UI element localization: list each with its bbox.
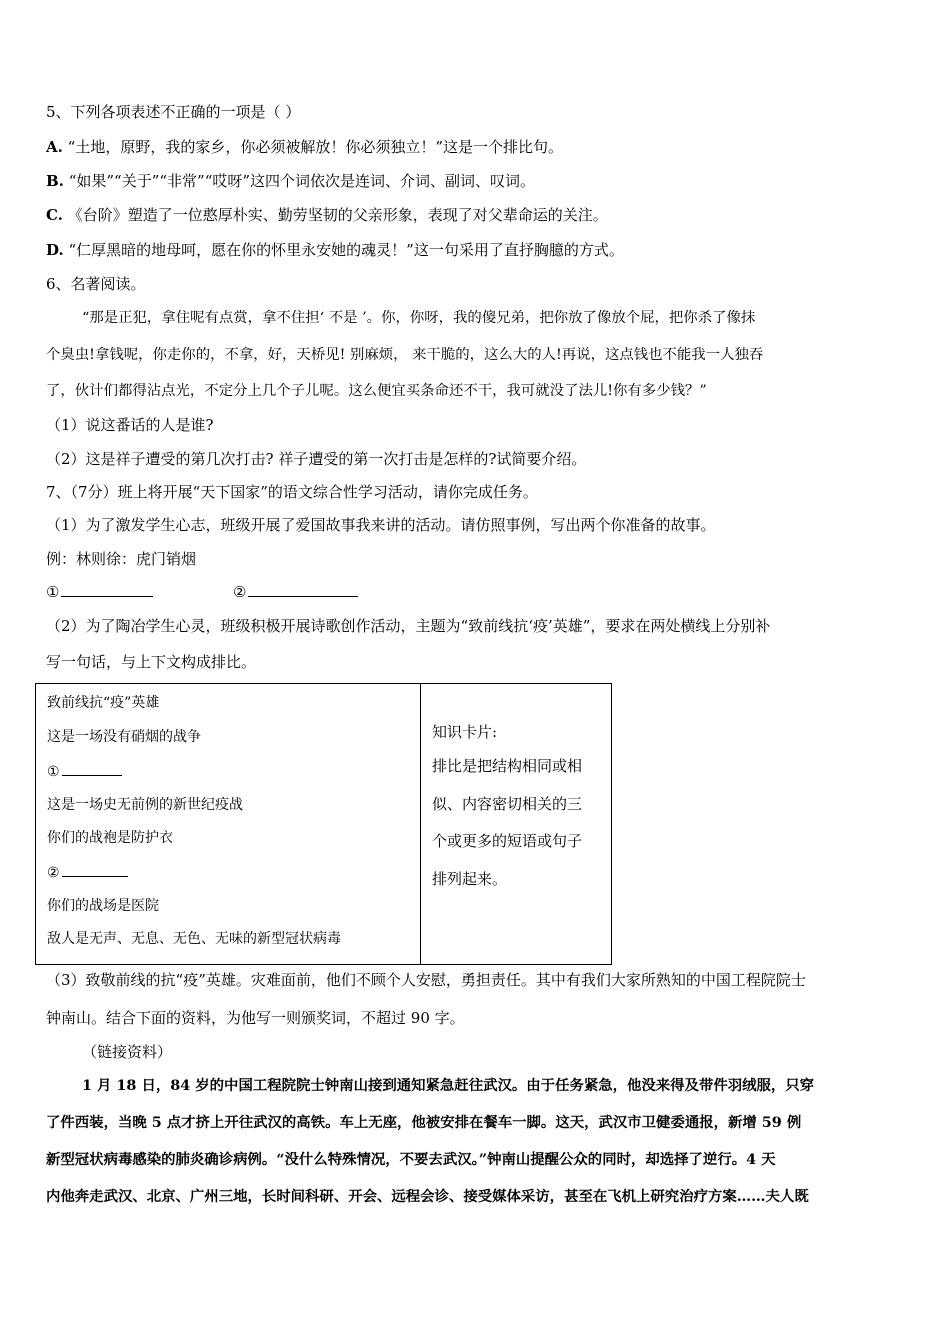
q7-sub3-line2: 钟南山。结合下面的资料，为他写一则颁奖词，不超过 90 字。	[46, 1009, 465, 1027]
q7-sub1: （1）为了激发学生心志，班级开展了爱国故事我来讲的活动。请仿照事例，写出两个你准备的故事。	[46, 516, 716, 534]
q5-title: 5、下列各项表述不正确的一项是（ ）	[46, 103, 301, 121]
poem-blank-row-2	[47, 862, 128, 883]
q5-option-d	[46, 240, 624, 260]
poem-table	[35, 683, 612, 965]
q6-passage-line: “那是正犯，拿住呢有点赏，拿不住担‘ 不是 ’。你，你呀，我的傻兄弟，把你放了像放个屁，把你杀了像抹	[82, 310, 756, 326]
card-title: 知识卡片:	[432, 723, 498, 741]
q6-passage-line: 了，伙计们都得沾点光，不定分上几个子儿呢。这么便宜买条命还不干，我可就没了法儿!你有多少钱？”	[46, 383, 707, 399]
poem-line: 敌人是无声、无息、无色、无味的新型冠状病毒	[47, 931, 341, 947]
answer-blank-2[interactable]	[248, 582, 358, 597]
blank-label: ②	[47, 865, 60, 881]
poem-blank-1[interactable]	[62, 761, 122, 776]
material-line: 1 月 18 日，84 岁的中国工程院院士钟南山接到通知紧急赶往武汉。由于任务紧急，他没来得及带件羽绒服，只穿	[82, 1077, 815, 1094]
poem-blank-2[interactable]	[62, 862, 128, 877]
poem-blank-row-1	[47, 761, 122, 782]
table-divider	[420, 684, 421, 964]
q5-option-c	[46, 205, 608, 225]
q6-sub2: （2）这是祥子遭受的第几次打击? 祥子遭受的第一次打击是怎样的?试简要介绍。	[46, 450, 587, 468]
option-letter: D.	[46, 241, 64, 259]
option-letter: C.	[46, 206, 63, 224]
q6-title: 6、名著阅读。	[46, 275, 146, 293]
poem-line: 致前线抗“疫”英雄	[47, 695, 160, 711]
option-text: 《台阶》塑造了一位憨厚朴实、勤劳坚韧的父亲形象，表现了对父辈命运的关注。	[67, 206, 608, 224]
card-line: 个或更多的短语或句子	[432, 832, 583, 850]
q7-sub3-line1: （3）致敬前线的抗“疫”英雄。灾难面前，他们不顾个人安慰，勇担责任。其中有我们大家所熟知的中国工程院院士	[46, 971, 806, 989]
poem-line: 你们的战袍是防护衣	[47, 830, 173, 846]
q6-sub1: （1）说这番话的人是谁?	[46, 416, 214, 434]
q7-sub2-line2: 写一句话，与上下文构成排比。	[46, 653, 257, 671]
q5-option-a	[46, 137, 563, 157]
q7-example: 例：林则徐：虎门销烟	[46, 550, 197, 568]
option-text: “仁厚黑暗的地母呵，愿在你的怀里永安她的魂灵！”这一句采用了直抒胸臆的方式。	[68, 241, 624, 259]
poem-line: 这是一场史无前例的新世纪疫战	[47, 797, 243, 813]
q6-passage-line: 个臭虫!拿钱呢，你走你的，不拿，好，天桥见! 别麻烦， 来干脆的，这么大的人!再说，这点钱也不能我一人独吞	[46, 347, 764, 363]
option-letter: A.	[46, 138, 63, 156]
link-title: （链接资料）	[82, 1043, 173, 1061]
material-line: 了件西装，当晚 5 点才挤上开往武汉的高铁。车上无座，他被安排在餐车一脚。这天，武汉市卫健委通报，新增 59 例	[46, 1114, 802, 1131]
material-line: 内他奔走武汉、北京、广州三地，长时间科研、开会、远程会诊、接受媒体采访，甚至在飞机上研究治疗方案……夫人既	[46, 1188, 809, 1205]
card-line: 排列起来。	[432, 870, 508, 888]
option-letter: B.	[46, 172, 64, 190]
poem-line: 这是一场没有硝烟的战争	[47, 729, 201, 745]
q7-sub2-line1: （2）为了陶冶学生心灵，班级积极开展诗歌创作活动，主题为“致前线抗‘疫’英雄”，要求在两处横线上分别补	[46, 617, 771, 635]
blank-label: ②	[233, 583, 247, 601]
option-text: “土地，原野，我的家乡，你必须被解放！你必须独立！”这是一个排比句。	[67, 138, 563, 156]
q7-blank-row	[46, 582, 358, 602]
blank-label: ①	[46, 583, 60, 601]
q7-title: 7、（7分）班上将开展“天下国家”的语文综合性学习活动，请你完成任务。	[46, 483, 538, 501]
card-line: 似、内容密切相关的三	[432, 795, 583, 813]
answer-blank-1[interactable]	[61, 582, 153, 597]
option-text: “如果”“关于”“非常”“哎呀”这四个词依次是连词、介词、副词、叹词。	[68, 172, 536, 190]
blank-label: ①	[47, 764, 60, 780]
card-line: 排比是把结构相同或相	[432, 757, 583, 775]
material-line: 新型冠状病毒感染的肺炎确诊病例。“没什么特殊情况，不要去武汉。”钟南山提醒公众的同时，却选择了逆行。4 天	[46, 1151, 776, 1168]
q5-option-b	[46, 171, 535, 191]
poem-line: 你们的战场是医院	[47, 898, 159, 914]
